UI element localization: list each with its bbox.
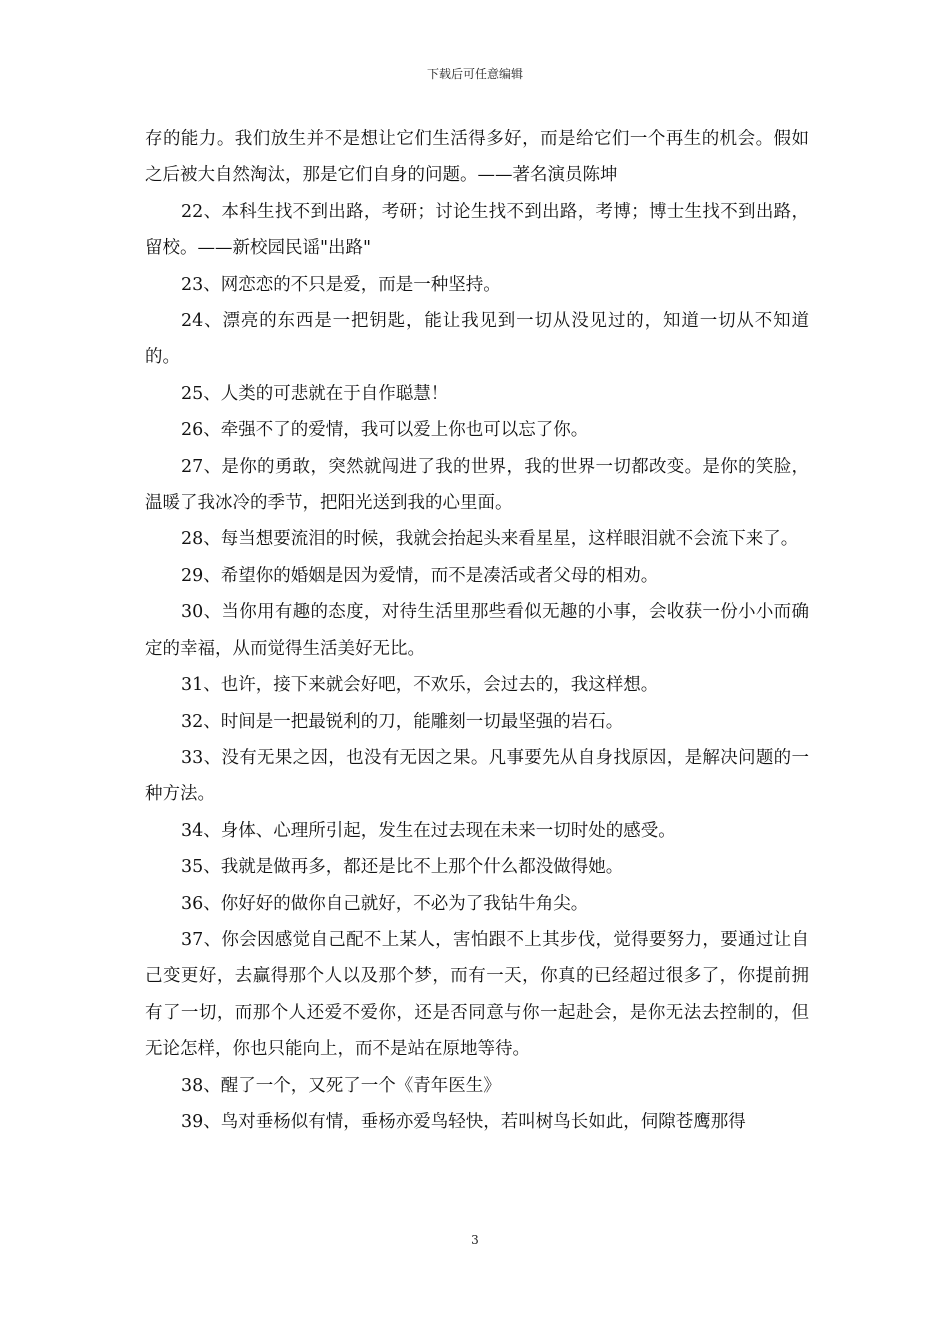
- page-number: 3: [471, 1233, 479, 1247]
- paragraph: 32、时间是一把最锐利的刀，能雕刻一切最坚强的岩石。: [181, 711, 624, 732]
- paragraph: 34、身体、心理所引起，发生在过去现在未来一切时处的感受。: [181, 820, 676, 841]
- paragraph: 23、网恋恋的不只是爱，而是一种坚持。: [181, 274, 501, 295]
- document-body: [145, 121, 809, 1140]
- paragraph: 22、本科生找不到出路，考研；讨论生找不到出路，考博；博士生找不到出路，留校。——新校园民谣"出路": [145, 201, 809, 259]
- paragraph: 27、是你的勇敢，突然就闯进了我的世界，我的世界一切都改变。是你的笑脸，温暖了我冰冷的季节，把阳光送到我的心里面。: [145, 456, 809, 514]
- paragraph: 38、醒了一个，又死了一个《青年医生》: [181, 1075, 501, 1096]
- paragraph: 31、也许，接下来就会好吧，不欢乐，会过去的，我这样想。: [181, 675, 659, 696]
- paragraph: 28、每当想要流泪的时候，我就会抬起头来看星星，这样眼泪就不会流下来了。: [181, 529, 799, 550]
- paragraph: 30、当你用有趣的态度，对待生活里那些看似无趣的小事，会收获一份小小而确定的幸福，从而觉得生活美好无比。: [145, 602, 809, 659]
- paragraph: 33、没有无果之因，也没有无因之果。凡事要先从自身找原因，是解决问题的一种方法。: [145, 747, 809, 805]
- paragraph: 存的能力。我们放生并不是想让它们生活得多好，而是给它们一个再生的机会。假如之后被大自然淘汰，那是它们自身的问题。——著名演员陈坤: [145, 129, 809, 186]
- paragraph: 39、鸟对垂杨似有情，垂杨亦爱鸟轻快，若叫树鸟长如此，伺隙苍鹰那得: [181, 1111, 746, 1132]
- paragraph: 26、牵强不了的爱情，我可以爱上你也可以忘了你。: [181, 420, 589, 441]
- paragraph: 35、我就是做再多，都还是比不上那个什么都没做得她。: [181, 857, 624, 878]
- paragraph: 25、人类的可悲就在于自作聪慧！: [181, 383, 449, 404]
- paragraph: 37、你会因感觉自己配不上某人，害怕跟不上其步伐，觉得要努力，要通过让自己变更好，去赢得那个人以及那个梦，而有一天，你真的已经超过很多了，你提前拥有了一切，而那个人还爱不爱你，还是否同意与你一起赴会，是你无法去控制的，但无论怎样，你也只能向上，而不是站在原地等待。: [145, 929, 809, 1060]
- page-header: 下载后可任意编辑: [426, 67, 523, 81]
- paragraph: 36、你好好的做你自己就好，不必为了我钻牛角尖。: [181, 893, 589, 914]
- paragraph: 24、漂亮的东西是一把钥匙，能让我见到一切从没见过的，知道一切从不知道的。: [145, 311, 809, 368]
- paragraph: 29、希望你的婚姻是因为爱情，而不是凑活或者父母的相劝。: [181, 565, 659, 586]
